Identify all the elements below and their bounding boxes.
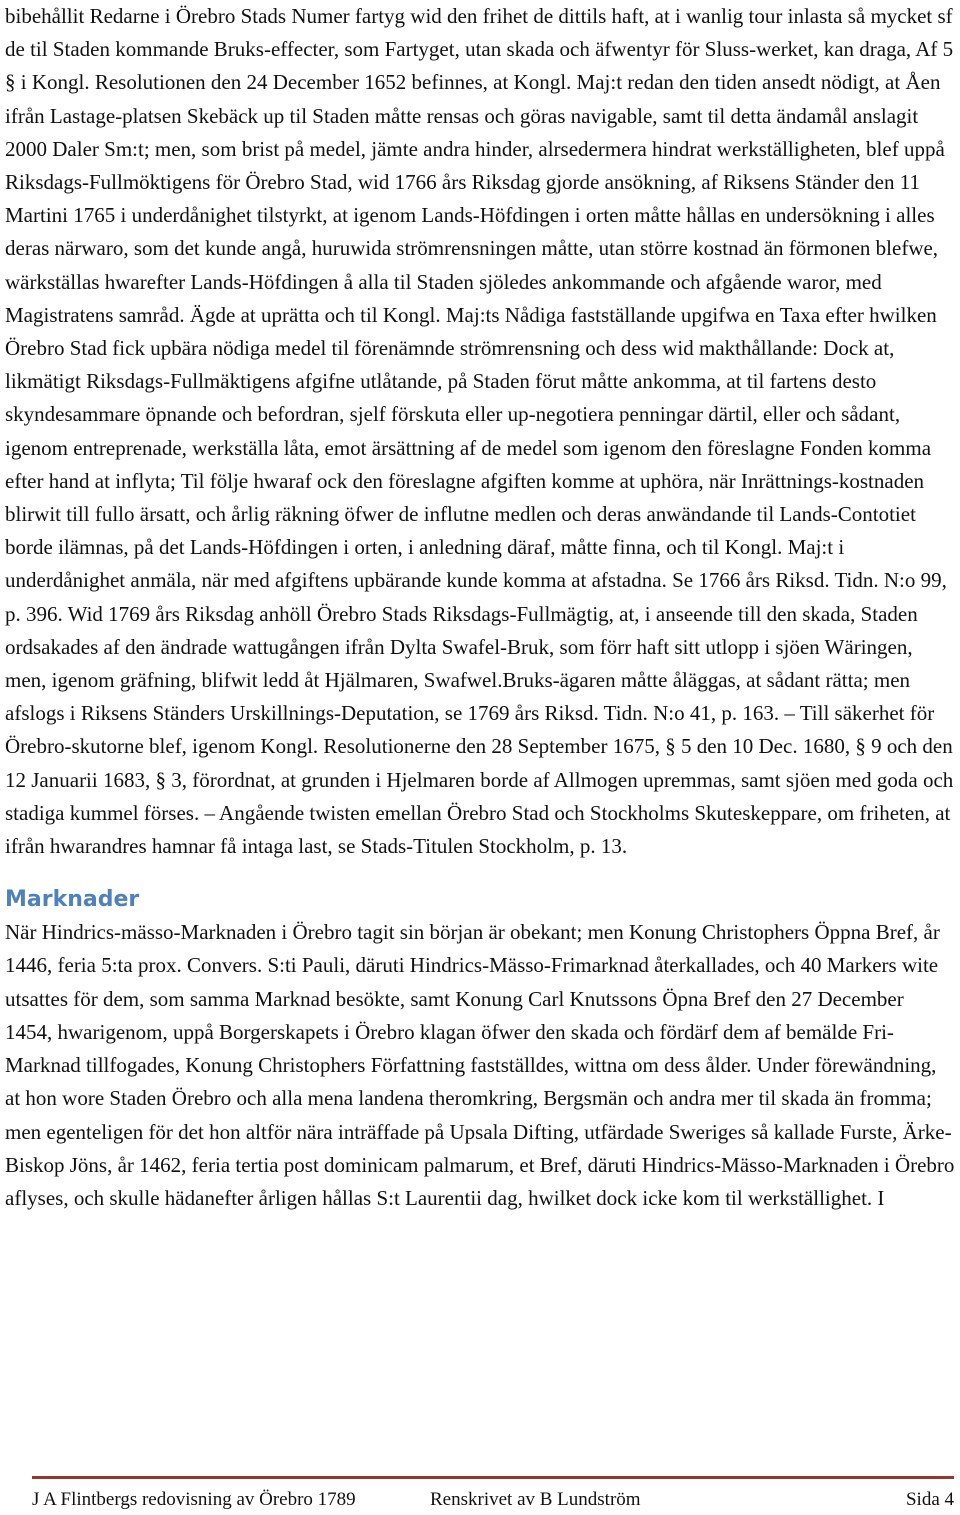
footer-title: J A Flintbergs redovisning av Örebro 1789 [32,1489,356,1510]
footer-transcriber: Renskrivet av B Lundström [430,1489,641,1510]
body-paragraph-2: När Hindrics-mässo-Marknaden i Örebro tagit sin början är obekant; men Konung Christophers Öppna Bref, år 1446, feria 5:ta prox. Convers. S:ti Pauli, däruti Hindrics-Mässo-Frimarknad återkallades, och 40 Markers wite utsattes för dem, som samma Marknad besökte, samt Konung Carl Knutssons Öpna Bref den 27 December 1454, hwarigenom, uppå Borgerskapets i Örebro klagan öfwer den skada och fördärf dem af bemälde Fri-Marknad tillfogades, Konung Christophers Författning fastställdes, wittna om dess ålder. Under förewändning, at hon wore Staden Örebro och alla mena landena theromkring, Bergsmän och andra mer til skada än fromma; men egenteligen för det hon altför nära inträffade på Upsala Difting, utfärdade Sweriges så kallade Furste, Ärke-Biskop Jöns, år 1462, feria tertia post dominicam palmarum, et Bref, däruti Hindrics-Mässo-Marknaden i Örebro aflyses, och skulle hädanefter årligen hållas S:t Laurentii dag, hwilket dock icke kom til werkställighet. I [5,920,955,1210]
document-page [5,0,955,1215]
page-footer [32,1476,954,1512]
body-paragraph-1: bibehållit Redarne i Örebro Stads Numer fartyg wid den frihet de dittils haft, at i wanlig tour inlasta så mycket sf de til Staden kommande Bruks-effecter, som Fartyget, utan skada och äfwentyr för Sluss-werket, kan draga, Af 5 § i Kongl. Resolutionen den 24 December 1652 befinnes, at Kongl. Maj:t redan den tiden ansedt nödigt, at Åen ifrån Lastage-platsen Skebäck up til Staden måtte rensas och göras navigable, samt til detta ändamål anslagit 2000 Daler Sm:t; men, som brist på medel, jämte andra hinder, alrsedermera hindrat werkställigheten, blef uppå Riksdags-Fullmöktigens för Örebro Stad, wid 1766 års Riksdag gjorde ansökning, af Riksens Ständer den 11 Martini 1765 i underdånighet tilstyrkt, at igenom Lands-Höfdingen i orten måtte hållas en undersökning i alles deras närwaro, som det kunde angå, huruwida strömrensningen måtte, utan större kostnad än förmonen blefwe, wärkställas hwarefter Lands-Höfdingen å alla til Staden sjöledes ankommande och afgående waror, med Magistratens samråd. Ägde at uprätta och til Kongl. Maj:ts Nådiga fastställande upgifwa en Taxa efter hwilken Örebro Stad fick upbära nödiga medel til förenämnde strömrensning och dess wid makthållande: Dock at, likmätigt Riksdags-Fullmäktigens afgifne utlåtande, på Staden förut måtte ankomma, at til fartens desto skyndesammare öpnande och befordran, sjelf förskuta eller up-negotiera penningar därtil, eller och sådant, igenom entreprenade, werkställa låta, emot ärsättning af de medel som igenom den föreslagne Fonden komma efter hand at inflyta; Til följe hwaraf ock den föreslagne afgiften komme at uphöra, när Inrättnings-kostnaden blirwit till fullo ärsatt, och årlig räkning öfwer de influtne medlen och deras anwändande til Lands-Contotiet borde ilämnas, på det Lands-Höfdingen i orten, i anledning däraf, måtte finna, och til Kongl. Maj:t i underdånighet anmäla, när med afgiftens upbärande kunde komma at afstadna. Se 1766 års Riksd. Tidn. N:o 99, p. 396. Wid 1769 års Riksdag anhöll Örebro Stads Riksdags-Fullmägtig, at, i anseende till den skada, Staden ordsakades af den ändrade wattugången ifrån Dylta Swafel-Bruk, som förr haft sitt utlopp i sjöen Wäringen, men, igenom gräfning, blifwit ledd åt Hjälmaren, Swafwel.Bruks-ägaren måtte åläggas, at sådant rätta; men afslogs i Riksens Ständers Urskillnings-Deputation, se 1769 års Riksd. Tidn. N:o 41, p. 163. – Till säkerhet för Örebro-skutorne blef, igenom Kongl. Resolutionerne den 28 September 1675, § 5 den 10 Dec. 1680, § 9 och den 12 Januarii 1683, § 3, förordnat, at grunden i Hjelmaren borde af Allmogen upremmas, samt sjöen med goda och stadiga kummel förses. – Angående twisten emellan Örebro Stad och Stockholms Skuteskeppare, om friheten, at ifrån hwarandres hamnar få intaga last, se Stads-Titulen Stockholm, p. 13. [5,4,954,859]
section-heading-marknader: Marknader [5,887,140,913]
footer-page-number: Sida 4 [905,1489,954,1510]
